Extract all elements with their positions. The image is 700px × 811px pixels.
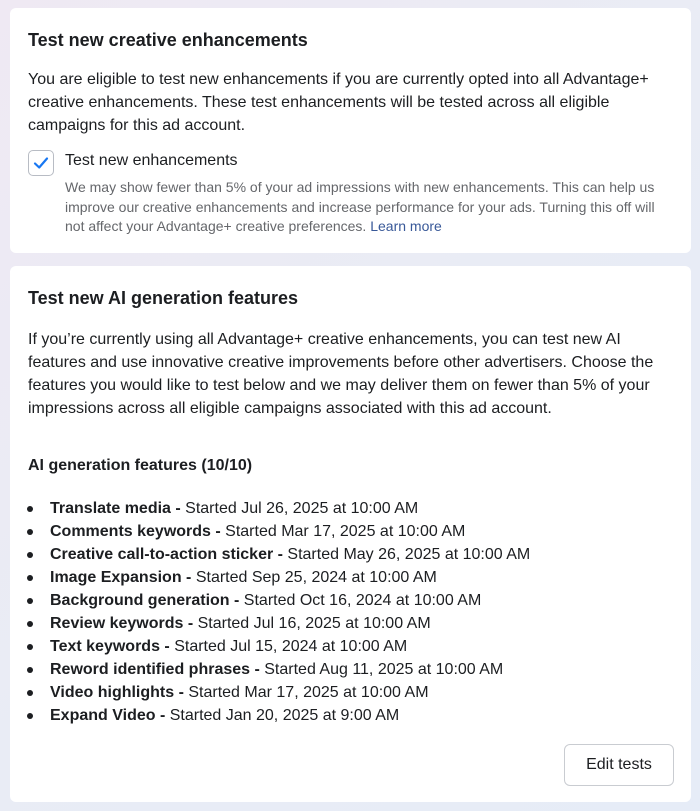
feature-started: Started May 26, 2025 at 10:00 AM [282, 546, 531, 563]
bullet-icon [27, 621, 33, 627]
feature-name: Text keywords - [50, 638, 170, 655]
list-item [24, 520, 530, 543]
checkmark-icon [32, 154, 50, 172]
list-item [24, 635, 530, 658]
list-item [24, 658, 530, 681]
list-item [24, 681, 530, 704]
feature-started: Started Jan 20, 2025 at 9:00 AM [165, 707, 400, 724]
list-item [24, 704, 530, 727]
bullet-icon [27, 690, 33, 696]
feature-name: Video highlights - [50, 684, 184, 701]
test-enhancements-card [10, 8, 691, 253]
checkbox-description-text: We may show fewer than 5% of your ad impressions with new enhancements. This can help us improve our creative enhancements and increase performance for your ads. Turning this off will not affect your Advantage+ creative preferences. [65, 179, 655, 234]
feature-name: Review keywords - [50, 615, 194, 632]
bullet-icon [27, 575, 33, 581]
feature-started: Started Jul 15, 2024 at 10:00 AM [169, 638, 408, 655]
feature-started: Started Jul 26, 2025 at 10:00 AM [180, 500, 419, 517]
features-heading: AI generation features (10/10) [28, 457, 253, 474]
edit-tests-button[interactable]: Edit tests [564, 744, 674, 786]
test-enhancements-checkbox[interactable] [28, 150, 54, 176]
list-item [24, 566, 530, 589]
bullet-icon [27, 598, 33, 604]
features-list [24, 497, 530, 727]
bullet-icon [27, 713, 33, 719]
feature-name: Comments keywords - [50, 523, 221, 540]
bullet-icon [27, 644, 33, 650]
learn-more-link[interactable]: Learn more [370, 218, 442, 234]
card-title: Test new creative enhancements [28, 30, 308, 50]
card-title: Test new AI generation features [28, 288, 299, 308]
feature-name: Reword identified phrases - [50, 661, 260, 678]
feature-started: Started Sep 25, 2024 at 10:00 AM [191, 569, 437, 586]
feature-name: Background generation - [50, 592, 240, 609]
card-description: You are eligible to test new enhancements if you are currently opted into all Advantage+ creative enhancements. These test enhancements will be tested across all eligible campaigns for this ad account. [28, 71, 649, 134]
feature-name: Creative call-to-action sticker - [50, 546, 283, 563]
feature-started: Started Oct 16, 2024 at 10:00 AM [239, 592, 482, 609]
feature-started: Started Jul 16, 2025 at 10:00 AM [193, 615, 431, 632]
checkbox-description [65, 178, 675, 237]
feature-name: Expand Video - [50, 707, 166, 724]
bullet-icon [27, 529, 33, 535]
feature-name: Image Expansion - [50, 569, 192, 586]
bullet-icon [27, 667, 33, 673]
checkbox-label[interactable]: Test new enhancements [65, 152, 238, 169]
feature-started: Started Mar 17, 2025 at 10:00 AM [183, 684, 429, 701]
feature-started: Started Mar 17, 2025 at 10:00 AM [220, 523, 466, 540]
card-description: If you’re currently using all Advantage+ creative enhancements, you can test new AI features and use innovative creative improvements before other advertisers. Choose the features you would like to test below and we may deliver them on fewer than 5% of your impressions across all eligible campaigns associated with this ad account. [28, 331, 654, 417]
list-item [24, 589, 530, 612]
bullet-icon [27, 552, 33, 558]
bullet-icon [27, 506, 33, 512]
feature-started: Started Aug 11, 2025 at 10:00 AM [259, 661, 504, 678]
ai-generation-card [10, 266, 691, 802]
list-item [24, 543, 530, 566]
list-item [24, 612, 530, 635]
feature-name: Translate media - [50, 500, 181, 517]
list-item [24, 497, 530, 520]
